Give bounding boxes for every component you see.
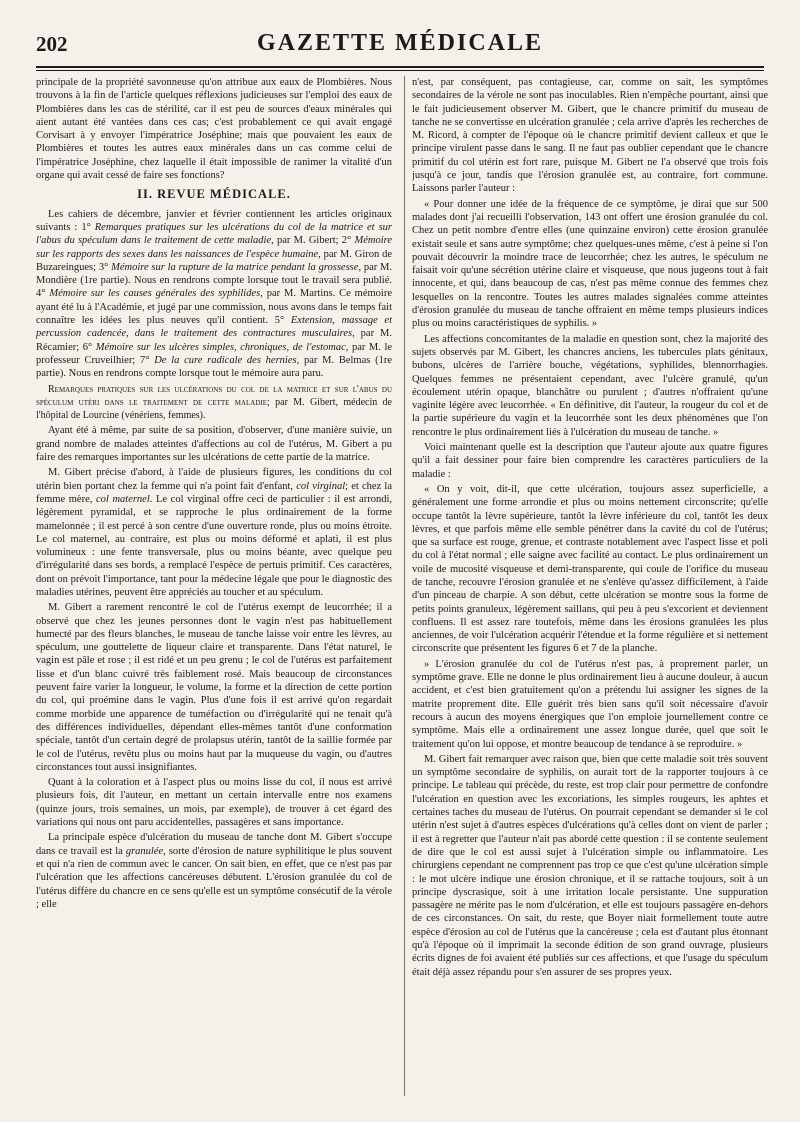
left-column bbox=[36, 76, 392, 1106]
page-number: 202 bbox=[36, 32, 68, 56]
journal-title: GAZETTE MÉDICALE bbox=[256, 30, 544, 56]
paragraph-affections: Les affections concomitantes de la maladie en question sont, chez la majorité des sujets observés par M. Gibert, les chancres anciens, les tubercules plats génitaux, bubons, ulcères de l'arrière bouche, végétations, syphilides, blennorrhagies. Quelques femmes ne présentaient cependant, avec l'ulcère granulé, qu'un écoulement utérin opaque, blanchâtre ou purulent ; d'autres n'offraient qu'une vaginite légère avec leucorrhée. « En définitive, dit l'auteur, la rougeur du col et de la partie supérieure du vagin et la leucorrhée sont les deux phénomènes que l'on rencontre le plus ordinairement liés à l'ulcération du museau de tanche. » bbox=[412, 333, 768, 438]
section-heading: II. REVUE MÉDICALE. bbox=[137, 187, 291, 202]
intro-paragraph: principale de la propriété savonneuse qu'on attribue aux eaux de Plombières. Nous trouvons à la fin de l'article quelques réflexions judicieuses sur l'emploi des eaux de Plombières dans les cas de stérilité, car il est peu de sources d'eaux minérales qui aient autant été vantées dans ces cas; c'est probablement ce qui avait engagé Corvisart à y envoyer l'impératrice Joséphine; mais que pouvaient les eaux de Plombières et toutes les autres eaux minérales dans un cas comme celui de l'impératrice Joséphine, chez laquelle il était impossible de ranimer la vitalité d'un organe qui avait cessé de faire ses fonctions? bbox=[36, 77, 392, 182]
paragraph-ayant: Ayant été à même, par suite de sa position, d'observer, d'une manière suivie, un grand nombre de malades atteintes d'affections au col de l'utérus, M. Gibert a pu faire des remarques importantes sur les ulcérations de cette partie de la matrice. bbox=[36, 425, 392, 464]
paragraph-erosion: » L'érosion granulée du col de l'utérus n'est pas, à proprement parler, un symptôme grave. Elle ne donne le plus ordinairement lieu à aucune douleur, à aucun accident, et c'est bien gratuitement qu'on a prétendu lui assigner les signes de la matrite proprement dite. Elle guérit très bien sans qu'il soit nécessaire d'avoir recours à aucun des moyens énergiques que l'on emploie journellement contre ce symptôme. Mais elle a ordinairement une assez longue durée, quel que soit le traitement qu'on lui oppose, et montre beaucoup de tendance à se reproduire. » bbox=[412, 658, 768, 750]
header-rule bbox=[36, 66, 764, 68]
paragraph-quant: Quant à la coloration et à l'aspect plus ou moins lisse du col, il nous est arrivé plusieurs fois, dit l'auteur, en mettant un certain intervalle entre nos examens (quinze jours, trois semaines, un mois, par exemple), de trouver à cet égard des variations qui nous ont paru accidentelles, passagères et sans importance. bbox=[36, 777, 392, 829]
article-running-head: Remarques pratiques sur les ulcérations du col de la matrice et sur l'abus du spéculum utéri dans le traitement de cette maladie; par M. Gibert, médecin de l'hôpital de Lourcine (vénériens, femmes). bbox=[36, 383, 392, 422]
paragraph-on-y-voit: « On y voit, dit-il, que cette ulcération, toujours assez superficielle, a généralement une forme arrondie et plus ou moins nettement circonscrite; qu'elle occupe tantôt la lèvre supérieure, tantôt la lèvre inférieure du col, tantôt les deux lèvres, et que parfois même elle semble pénétrer dans la cavité du col de l'utérus; que sa surface est rouge, grenue, et contraste notablement avec l'aspect lisse et poli du col à l'état normal ; elle saigne avec facilité au contact. Le plus ordinairement un voile de mucosité visqueuse et demi-transparente, qui coule de l'orifice du museau de tanche, recouvre l'érosion granulée et ne s'enlève qu'assez difficilement, à l'aide d'un pinceau de charpie. A son début, cette ulcération se montre sous la forme de petits points granuleux, légèrement saillans, qui peu à peu s'excorient et deviennent confluens. Il est assez rare toutefois, même dans les érosions granulées les plus anciennes, de voir l'ulcération acquérir l'étendue et la forme régulière et si nettement circonscrite que présentent les figures 6 et 7 de la planche. bbox=[412, 483, 768, 655]
paragraph-voici: Voici maintenant quelle est la description que l'auteur ajoute aux quatre figures qu'il a fait dessiner pour faire bien comprendre les caractères particuliers de la maladie : bbox=[412, 442, 768, 480]
paragraph-precise: M. Gibert précise d'abord, à l'aide de plusieurs figures, les conditions du col utérin bien portant chez la femme qui n'a point fait d'enfant, col virginal; et chez la femme mère, col maternel. Le col virginal offre ceci de particulier : il est arrondi, légèrement pyramidal, et se rapproche le plus ordinairement de la forme mamelonnée ; il est percé à son centre d'une ouverture ronde, plus ou moins étroite. Le col maternel, au contraire, est plus ou moins déformé et aplati, il est plus volumineux : une fente transversale, plus ou moins béante, avec quelque peu d'irrégularité dans ses bords, a remplacé l'espèce de pertuis primitif. Ces caractères, dont on prévoit l'importance, tant pour la médecine légale que pour le diagnostic des maladies utérines, peuvent être appréciés au toucher et au spéculum. bbox=[36, 467, 392, 598]
cahiers-paragraph: Les cahiers de décembre, janvier et février contiennent les articles originaux suivants : 1° Remarques pratiques sur les ulcérations du col de la matrice et sur l'abus du spéculum dans le traitement de cette maladie, par M. Gibert; 2° Mémoire sur les rapports des sexes dans les naissances de l'espèce humaine, par M. Giron de Buzareingues; 3° Mémoire sur la rupture de la matrice pendant la grossesse, par M. Mondière (1re partie). Nous en rendrons compte lorsque tout le travail sera publié. 4° Mémoire sur les causes générales des syphilides, par M. Martins. Ce mémoire ayant été lu à l'Académie, et jugé par une commission, nous avons dans le temps fait connaître les idées les plus neuves qu'il contient. 5° Extension, massage et percussion cadencée, dans le traitement des contractures musculaires, par M. Récamier; 6° Mémoire sur les ulcères simples, chroniques, de l'estomac, par M. le professeur Cruveilhier; 7° De la cure radicale des hernies, par M. Belmas (1re partie). Nous en rendrons compte lorsque tout le mémoire aura paru. bbox=[36, 208, 392, 380]
header-rule-thin bbox=[36, 70, 764, 71]
paragraph-rarement: M. Gibert a rarement rencontré le col de l'utérus exempt de leucorrhée; il a observé que chez les jeunes personnes dont le vagin n'est pas habituellement humecté par des fleurs blanches, le museau de tanche laisse voir entre les lèvres, au spéculum, une gouttelette de liqueur claire et transparente. Dans l'état naturel, le vagin est pâle et rose ; il est ridé et un peu grenu ; le col de l'utérus est parfaitement lisse et d'un blanc cuivré très faiblement rosé. Mais beaucoup de circonstances peuvent faire varier la longueur, le volume, la forme et la direction de cette portion du col, qui proémine dans le vagin. Plus d'une fois il est arrivé qu'on regardait comme morbide une apparence de tuméfaction ou d'irrégularité qui ne tenait qu'à des différences individuelles, dépendant elles-mêmes tantôt d'une conformation spéciale, tantôt d'un certain degré de prolapsus utérin, tantôt de la saillie formée par le col de l'utérus, revêtu plus ou moins haut par la muqueuse du vagin, ou d'autres circonstances tout aussi insignifiantes. bbox=[36, 602, 392, 773]
paragraph-gibert: M. Gibert fait remarquer avec raison que, bien que cette maladie soit très souvent un symptôme secondaire de syphilis, on aurait tort de la rapporter toujours à ce principe. Le tableau qui précède, du reste, est trop clair pour permettre de confondre l'ulcération en question avec les excoriations, les simples rougeurs, les aphtes et certaines taches du museau de l'utérus. On pourrait cependant se demander si le col utérin n'est sujet à d'autres espèces d'ulcérations qu'à celles dont on vient de parler ; il est à regretter que l'auteur n'ait pas abordé cette question : il se contente seulement de dire que le col est aussi sujet à l'ulcération simple ou inflammatoire. Les chirurgiens cependant ne comprennent pas trop ce que c'est qu'une ulcération simple : le mot ulcère indique une érosion chronique, et il se rattache toujours, soit à un principe dyscrasique, soit à une irritation locale persistante. Une suppuration passagère ne mérite pas le nom d'ulcération, et elle est toujours passagère en-dehors de ces circonstances. On sait, du reste, que Boyer niait formellement toute autre espèce d'érosion au col de l'utérus que la cancéreuse ; cela est d'autant plus étonnant qu'à l'époque où il imprimait la seconde édition de son grand ouvrage, plusieurs écrits dignes de foi avaient été publiés sur ces affections, et que l'usage du spéculum était déjà assez répandu pour s'en assurer de ses propres yeux. bbox=[412, 753, 768, 978]
right-column bbox=[412, 76, 768, 1106]
column-divider bbox=[404, 76, 405, 1096]
paragraph-principale: La principale espèce d'ulcération du museau de tanche dont M. Gibert s'occupe dans ce travail est la granulée, sorte d'érosion de nature syphilitique le plus souvent et qui n'a rien de commun avec le cancer. On sait bien, en effet, que ce n'est pas par l'ulcération que les affections cancéreuses débutent. L'érosion granulée du col de l'utérus diffère du chancre en ce sens qu'elle est un symptôme consécutif de la vérole ; elle bbox=[36, 832, 392, 910]
paragraph-continued: n'est, par conséquent, pas contagieuse, car, comme on sait, les symptômes secondaires de la vérole ne sont pas inoculables. Rien n'empêche pourtant, ainsi que le fait judicieusement observer M. Gibert, que le chancre primitif du museau de tanche ne se convertisse en ulcération granulée ; cela arrive d'après les recherches de M. Ricord, à compter de l'époque où le chancre primitif devient calleux et que le principe virulent passe dans le sang. Il ne faut pas oublier cependant que le chancre primitif du col utérin est fort rare, puisque M. Gibert ne l'a observé que trois fois jusqu'à ce jour, tandis que l'érosion granulée est, au contraire, fort commune. Laissons parler l'auteur : bbox=[412, 77, 768, 195]
page-header bbox=[36, 28, 764, 62]
paragraph-pour: « Pour donner une idée de la fréquence de ce symptôme, je dirai que sur 500 malades dont j'ai recueilli l'observation, 143 ont offert une érosion granulée du col. Chez un petit nombre d'entre elles (une quinzaine environ) cette érosion granulée existait seule et sans autre symptôme; chez quelques-unes même, c'est à peine si l'on pouvait découvrir la moindre trace de leucorrhée; chez les autres, le spéculum ne faisait voir qu'une sécrétion utérine claire et visqueuse, que nous jugeons tout à fait innocente, et qui, dans beaucoup de cas, n'est pas même connue des femmes chez lesquelles on la rencontre. Toutes les autres malades signalées comme atteintes d'érosion granulée du museau de tanche offraient en même temps plusieurs indices plus ou moins caractéristiques de syphilis. » bbox=[412, 198, 768, 330]
